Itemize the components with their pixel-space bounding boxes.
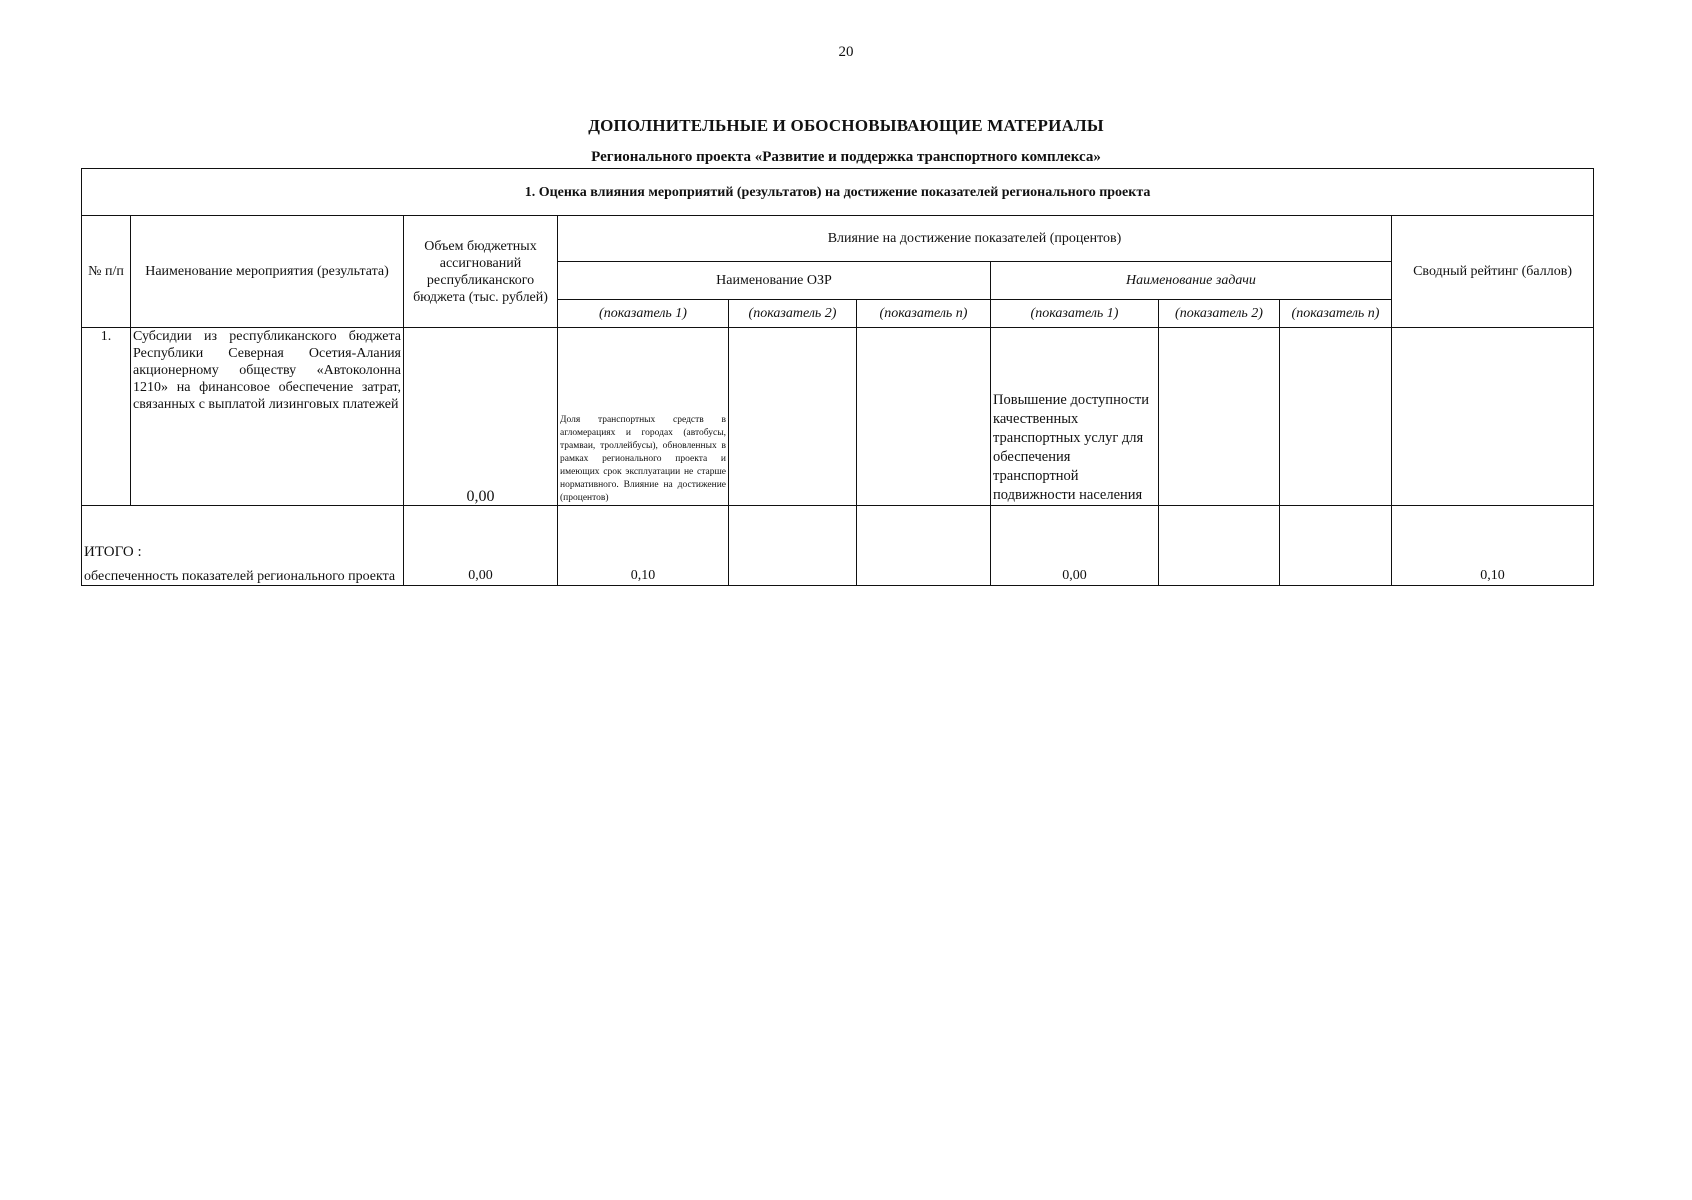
total-description: обеспеченность показателей регионального проекта: [84, 569, 396, 584]
total-ozr-indicator-n: [857, 506, 991, 586]
row1-ozr-indicator-2: [729, 328, 857, 506]
total-label-cell: [82, 506, 404, 586]
total-label: ИТОГО :: [84, 544, 142, 560]
header-task-indicator-n: (показатель n): [1280, 300, 1392, 328]
row1-budget: 0,00: [404, 328, 558, 506]
header-influence: Влияние на достижение показателей (процентов): [558, 216, 1392, 262]
row1-rating: [1392, 328, 1594, 506]
row1-num: 1.: [82, 328, 131, 506]
row1-ozr-indicator-n: [857, 328, 991, 506]
assessment-table: [81, 168, 1594, 586]
row1-task-indicator-2: [1159, 328, 1280, 506]
header-ozr: Наименование ОЗР: [558, 262, 991, 300]
total-task-indicator-n: [1280, 506, 1392, 586]
total-task-indicator-1: 0,00: [991, 506, 1159, 586]
header-ozr-indicator-n: (показатель n): [857, 300, 991, 328]
header-ozr-indicator-2: (показатель 2): [729, 300, 857, 328]
document-subtitle: Регионального проекта «Развитие и поддержка транспортного комплекса»: [591, 149, 1101, 165]
page-number: 20: [838, 44, 854, 60]
header-budget: Объем бюджетных ассигнований республиканского бюджета (тыс. рублей): [404, 216, 558, 328]
total-ozr-indicator-2: [729, 506, 857, 586]
section-title: 1. Оценка влияния мероприятий (результатов) на достижение показателей регионального проекта: [82, 169, 1594, 216]
header-task-indicator-2: (показатель 2): [1159, 300, 1280, 328]
total-task-indicator-2: [1159, 506, 1280, 586]
header-name: Наименование мероприятия (результата): [131, 216, 404, 328]
header-num: № п/п: [82, 216, 131, 328]
total-budget: 0,00: [404, 506, 558, 586]
row1-task-indicator-n: [1280, 328, 1392, 506]
header-task-indicator-1: (показатель 1): [991, 300, 1159, 328]
total-rating: 0,10: [1392, 506, 1594, 586]
document-title: ДОПОЛНИТЕЛЬНЫЕ И ОБОСНОВЫВАЮЩИЕ МАТЕРИАЛЫ: [588, 116, 1104, 135]
row1-ozr-indicator-1: Доля транспортных средств в агломерациях и городах (автобусы, трамваи, троллейбусы), обновленных в рамках регионального проекта и имеющих срок эксплуатации не старше нормативного. Влияние на достижение (процентов): [558, 328, 729, 506]
header-task: Наименование задачи: [991, 262, 1392, 300]
table-row: [82, 328, 1594, 506]
row1-task-indicator-1: Повышение доступности качественных транспортных услуг для обеспечения транспортной подвижности населения: [991, 328, 1159, 506]
total-row: [82, 506, 1594, 586]
row1-name: Субсидии из республиканского бюджета Республики Северная Осетия-Алания акционерному обществу «Автоколонна 1210» на финансовое обеспечение затрат, связанных с выплатой лизинговых платежей: [131, 328, 404, 506]
header-rating: Сводный рейтинг (баллов): [1392, 216, 1594, 328]
total-ozr-indicator-1: 0,10: [558, 506, 729, 586]
header-ozr-indicator-1: (показатель 1): [558, 300, 729, 328]
